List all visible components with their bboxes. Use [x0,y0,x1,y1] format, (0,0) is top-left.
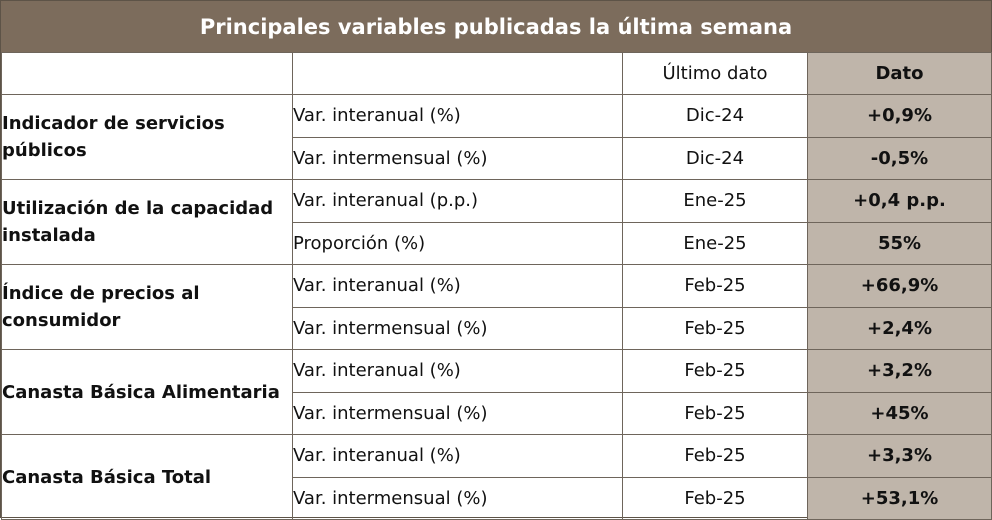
metric-cell: Var. intermensual (%) [293,307,623,350]
metric-cell: Var. interanual (%) [293,265,623,308]
metric-cell: Var. intermensual (%) [293,392,623,435]
value-cell: +2,4% [808,307,992,350]
date-cell: Ene-25 [623,180,808,223]
metric-cell: Var. interanual (%) [293,95,623,138]
table-row [2,265,992,308]
metric-cell: Proporción (%) [293,222,623,265]
group-label: Canasta Básica Total [2,435,293,520]
value-cell: -0,5% [808,137,992,180]
metric-cell: Var. interanual (%) [293,350,623,393]
value-cell: +3,2% [808,350,992,393]
value-cell: +66,9% [808,265,992,308]
header-empty-1 [2,53,293,95]
date-cell: Feb-25 [623,392,808,435]
header-ultimo-dato: Último dato [623,53,808,95]
date-cell: Feb-25 [623,265,808,308]
group-label: Canasta Básica Alimentaria [2,350,293,435]
metric-cell: Var. interanual (p.p.) [293,180,623,223]
value-cell: +3,3% [808,435,992,478]
metric-cell: Var. interanual (%) [293,435,623,478]
date-cell: Feb-25 [623,435,808,478]
table-title: Principales variables publicadas la última semana [1,1,991,52]
date-cell: Feb-25 [623,307,808,350]
header-row [2,53,992,95]
header-empty-2 [293,53,623,95]
group-label: Índice de precios al consumidor [2,265,293,350]
table-row [2,350,992,393]
metric-cell: Var. intermensual (%) [293,477,623,520]
date-cell: Feb-25 [623,350,808,393]
date-cell: Ene-25 [623,222,808,265]
date-cell: Dic-24 [623,95,808,138]
metric-cell: Var. intermensual (%) [293,137,623,180]
variables-table [1,52,992,520]
value-cell: 55% [808,222,992,265]
group-label: Utilización de la capacidad instalada [2,180,293,265]
value-cell: +53,1% [808,477,992,520]
table-row [2,435,992,478]
table-row [2,180,992,223]
value-cell: +0,4 p.p. [808,180,992,223]
value-cell: +0,9% [808,95,992,138]
table-row [2,95,992,138]
header-dato: Dato [808,53,992,95]
value-cell: +45% [808,392,992,435]
date-cell: Dic-24 [623,137,808,180]
date-cell: Feb-25 [623,477,808,520]
group-label: Indicador de servicios públicos [2,95,293,180]
